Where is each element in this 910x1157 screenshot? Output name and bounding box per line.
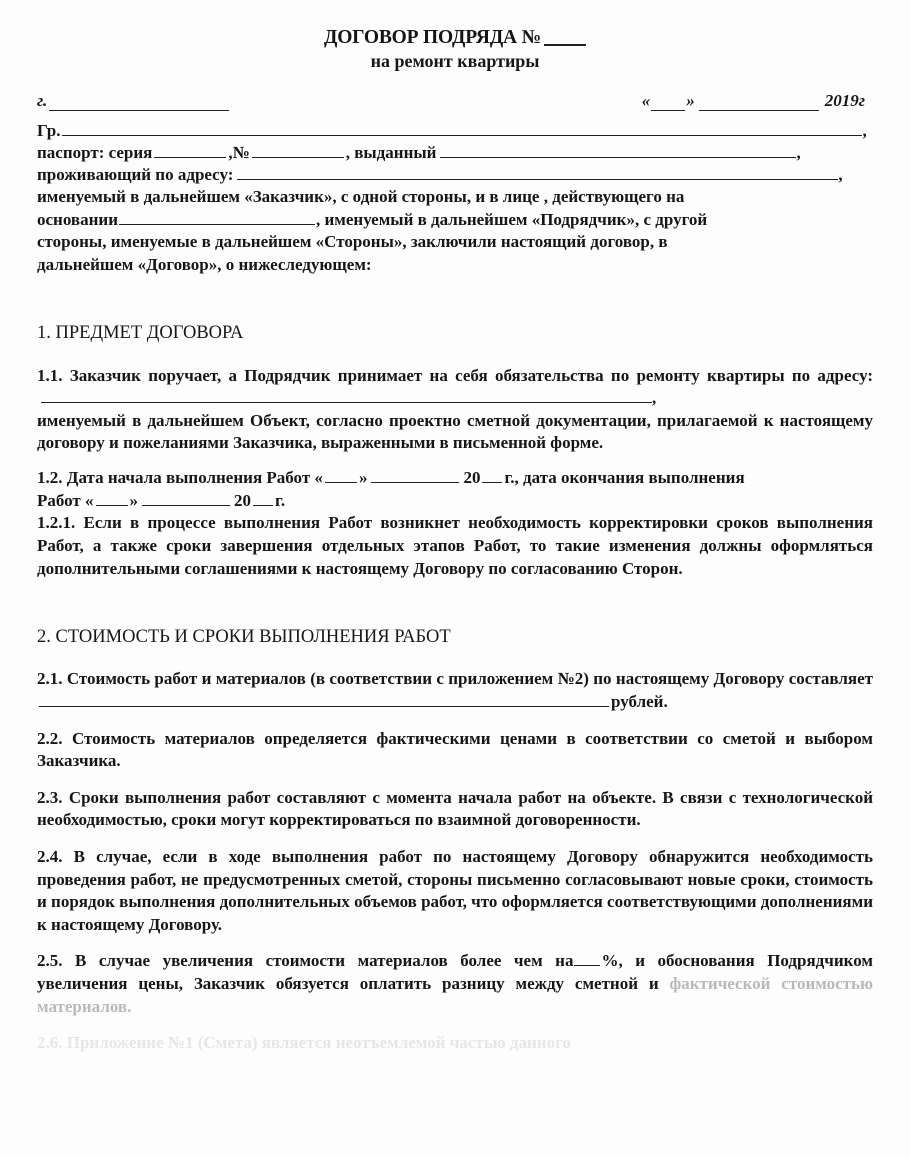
city-blank [49,110,229,111]
clause-2-2 [37,728,873,773]
passport-issued-label: , выданный [345,142,437,162]
title-block [37,26,873,73]
citizen-name-blank [62,135,862,136]
clause-2-5-text-a: В случае увеличения стоимости материалов более чем на [75,951,574,971]
spacer [37,648,873,668]
citizen-label: Гр. [37,120,61,140]
clause-1-1-number: 1.1. [37,365,63,385]
start-day-blank [325,482,357,483]
city-field [37,91,229,111]
spacer [37,580,873,626]
clause-1-2 [37,467,873,490]
address-line [37,164,873,186]
clause-2-3-text: Сроки выполнения работ составляют с момента начала работ на объекте. В связи с технологической необходимостью, сроки могут корректироваться по взаимной договоренности. [37,787,873,830]
city-label: г. [37,90,48,110]
clause-2-3 [37,787,873,832]
place-date-row [37,91,873,111]
address-label: проживающий по адресу: [37,164,234,184]
clause-1-2-line1-c: 20 [463,468,481,488]
clause-2-1-number: 2.1. [37,669,63,689]
passport-number-label: № [232,142,250,162]
end-year-blank [253,505,273,506]
customer-designation-paragraph: именуемый в дальнейшем «Заказчик», с одной стороны, и в лице , действующего на [37,187,685,207]
contract-number-blank [544,44,586,46]
clause-2-2-number: 2.2. [37,728,63,748]
clause-1-2-line1-b: » [358,468,368,488]
clause-1-1-text-before: Заказчик поручает, а Подрядчик принимает на себя обязательства по ремонту квартиры по адресу: [69,365,873,385]
citizen-comma: , [862,120,867,140]
clause-1-2-line2-a: Работ « [37,490,94,510]
clause-2-1 [37,668,873,713]
parties-designation-paragraph: стороны, именуемые в дальнейшем «Стороны», заключили настоящий договор, в [37,232,668,252]
basis-blank [119,224,315,225]
citizen-line [37,120,873,142]
clause-1-2-1-number: 1.2.1. [37,513,76,533]
clause-2-6-ghost [37,1032,873,1055]
passport-label: паспорт: серия [37,142,153,162]
section-heading-2: 2. СТОИМОСТЬ И СРОКИ ВЫПОЛНЕНИЯ РАБОТ [37,627,451,648]
clause-2-1-currency: рублей. [611,691,668,711]
clause-2-6-number: 2.6. [37,1033,63,1053]
contractor-designation-text: , именуемый в дальнейшем «Подрядчик», с другой [315,209,708,229]
spacer [37,345,873,365]
clause-1-2-line1-a: Дата начала выполнения Работ « [66,468,323,488]
clause-1-2-1 [37,512,873,580]
year-value: 2019 [824,90,859,110]
end-day-blank [96,505,128,506]
document-title-text: ДОГОВОР ПОДРЯДА № [323,27,541,48]
date-quote-close: » [686,90,695,110]
clause-1-2-number: 1.2. [37,468,63,488]
clause-1-2-end-date [37,490,873,513]
clause-1-1 [37,365,873,410]
clause-1-1-continuation: именуемый в дальнейшем Объект, согласно проектно сметной документации, прилагаемой к настоящему договору и пожеланиями Заказчика, выраженными в письменной форме. [37,410,873,453]
date-field [642,91,873,111]
year-suffix: г [858,90,865,110]
spacer [37,276,873,322]
address-blank [237,179,838,180]
clause-1-2-line2-c: 20 [234,490,252,510]
month-blank [699,110,819,111]
address-comma: , [838,164,843,184]
document-subtitle: на ремонт квартиры [370,50,540,71]
agreement-designation-paragraph: дальнейшем «Договор», о нижеследующем: [37,254,372,274]
clause-1-2-line1-d: г., дата окончания выполнения [504,468,745,488]
clause-2-4-text: В случае, если в ходе выполнения работ по настоящему Договору обнаружится необходимость проведения работ, не предусмотренных сметой, стороны письменно согласовывают новые сроки, стоимость и порядок выполнения дополнительных объемов работ, что оформляется соответствующими дополнениями к настоящему Договору. [37,846,874,934]
clause-2-5-text-faded: фактической стоимостью материалов. [37,974,873,1016]
clause-2-4 [37,846,873,936]
object-address-blank [41,402,652,403]
section-heading-1: 1. ПРЕДМЕТ ДОГОВОРА [37,323,244,344]
date-quote-open: « [641,90,651,110]
clause-2-1-text-before: Стоимость работ и материалов (в соответствии с приложением №2) по настоящему Договору составляет [66,669,874,689]
basis-label: основании [37,209,118,229]
clause-1-2-start-date [67,468,745,487]
clause-2-5-text-b: %, и обоснования Подрядчиком увеличения цены, Заказчик обязуется оплатить разницу между сметной и [37,951,873,994]
clause-2-4-number: 2.4. [37,846,63,866]
spacer [37,455,873,467]
clause-1-1-comma: , [652,388,657,408]
passport-number-blank [252,157,344,158]
party-block [37,120,873,277]
basis-paragraph [37,209,873,232]
clause-2-5-number: 2.5. [37,951,63,971]
start-month-blank [371,482,459,483]
passport-series-comma: , [228,142,233,162]
passport-line [37,142,873,164]
clause-1-2-1-text: Если в процессе выполнения Работ возникнет необходимость корректировки сроков выполнения Работ, а также сроки завершения отдельных этапов Работ, то такие изменения должны оформляться дополнительными соглашениями к настоящему Договору по согласованию Сторон. [37,513,873,578]
passport-series-blank [154,157,226,158]
end-month-blank [142,505,230,506]
percent-blank [574,965,600,966]
passport-line-comma: , [796,142,801,162]
clause-1-2-line2-d: г. [275,490,286,510]
contract-sum-blank [39,706,609,707]
start-year-blank [482,482,502,483]
document-body [37,26,873,1055]
clause-2-3-number: 2.3. [37,787,63,807]
clause-2-5 [37,950,873,1018]
passport-issuer-blank [440,157,796,158]
day-blank [651,110,685,111]
clause-1-2-line2-b: » [129,490,139,510]
clause-2-6-text: Приложение №1 (Смета) является неотъемлемой частью данного [66,1033,571,1053]
clause-2-2-text: Стоимость материалов определяется фактическими ценами в соответствии со сметой и выбором Заказчика. [37,728,873,771]
document-title [37,26,873,50]
